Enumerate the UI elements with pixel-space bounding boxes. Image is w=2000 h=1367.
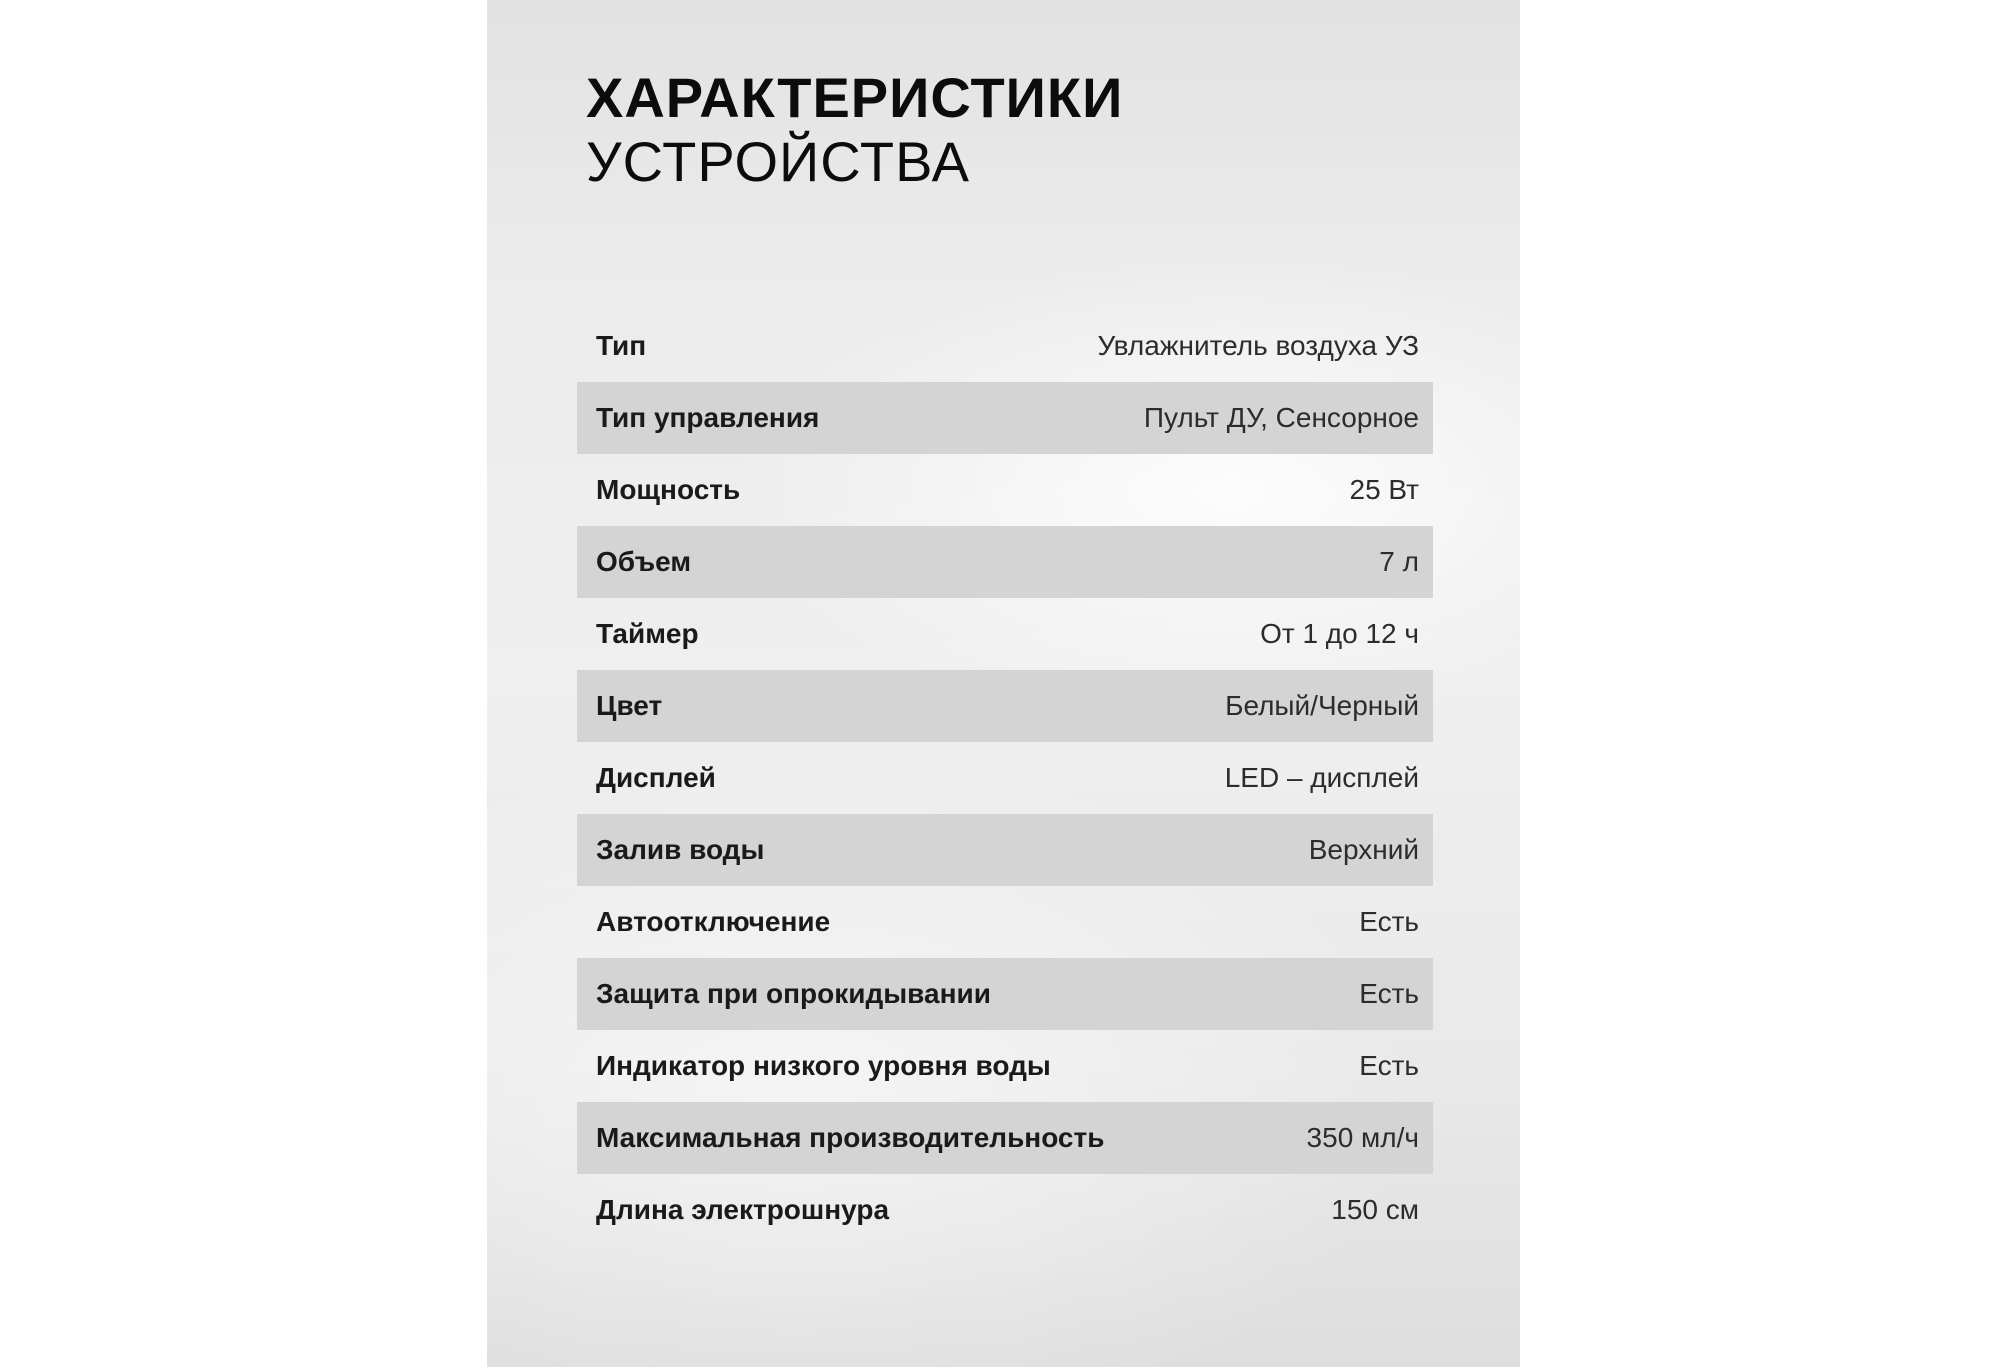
spec-value: Увлажнитель воздуха УЗ (1097, 330, 1419, 361)
spec-label: Тип управления (596, 402, 820, 433)
spec-row-control (577, 382, 1433, 454)
spec-label: Тип (596, 330, 647, 361)
spec-card (487, 0, 1520, 1367)
spec-value: Белый/Черный (1225, 690, 1419, 721)
spec-value: Есть (1359, 1050, 1419, 1081)
spec-label: Мощность (596, 474, 741, 505)
spec-value: Есть (1359, 978, 1419, 1009)
spec-value: Пульт ДУ, Сенсорное (1143, 402, 1419, 433)
spec-row-timer (577, 598, 1433, 670)
spec-row-cord-length (577, 1174, 1433, 1246)
spec-label: Защита при опрокидывании (596, 978, 991, 1009)
spec-table (577, 310, 1433, 1246)
page-title (586, 66, 1123, 194)
spec-row-type (577, 310, 1433, 382)
spec-value: 350 мл/ч (1306, 1122, 1419, 1153)
spec-row-display (577, 742, 1433, 814)
spec-value: 7 л (1379, 546, 1419, 577)
spec-label: Залив воды (596, 834, 765, 865)
title-line-2: УСТРОЙСТВА (586, 130, 970, 193)
spec-row-water-fill (577, 814, 1433, 886)
spec-row-volume (577, 526, 1433, 598)
spec-label: Таймер (596, 618, 699, 649)
spec-row-max-output (577, 1102, 1433, 1174)
spec-label: Длина электрошнура (596, 1194, 890, 1225)
spec-value: От 1 до 12 ч (1260, 618, 1419, 649)
spec-value: Верхний (1308, 834, 1419, 865)
title-line-1: ХАРАКТЕРИСТИКИ (586, 66, 1124, 129)
spec-label: Цвет (596, 690, 663, 721)
spec-label: Индикатор низкого уровня воды (596, 1050, 1051, 1081)
spec-label: Дисплей (596, 762, 716, 793)
spec-value: 150 см (1331, 1194, 1419, 1225)
spec-label: Максимальная производительность (596, 1122, 1105, 1153)
spec-row-low-water-indicator (577, 1030, 1433, 1102)
spec-value: 25 Вт (1349, 474, 1419, 505)
spec-row-tip-protection (577, 958, 1433, 1030)
spec-label: Объем (596, 546, 692, 577)
spec-value: LED – дисплей (1224, 762, 1419, 793)
spec-value: Есть (1359, 906, 1419, 937)
spec-label: Автоотключение (596, 906, 831, 937)
spec-row-auto-off (577, 886, 1433, 958)
spec-row-color (577, 670, 1433, 742)
spec-row-power (577, 454, 1433, 526)
